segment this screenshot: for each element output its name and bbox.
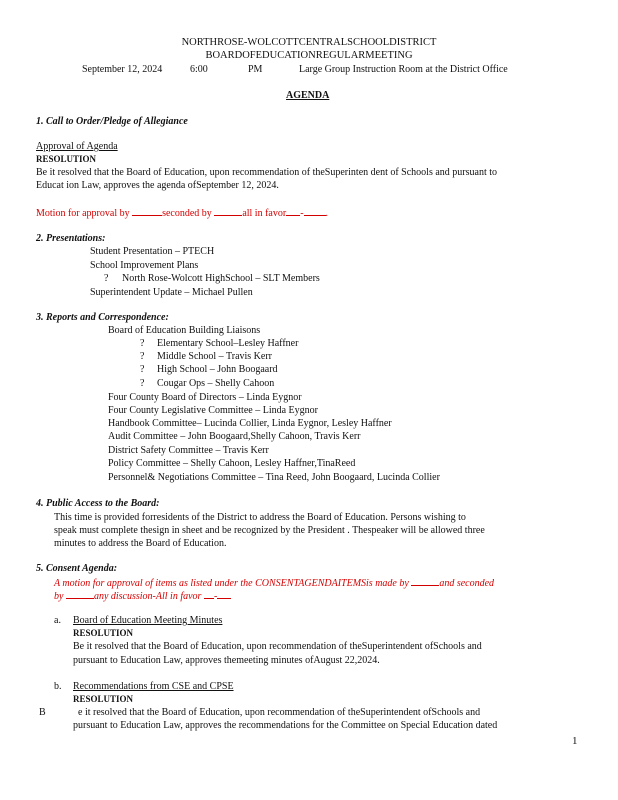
presentation-sub-item: North Rose-Wolcott HighSchool – SLT Members <box>122 273 320 284</box>
section-2-heading: 2. Presentations: <box>36 233 106 244</box>
presentation-item: School Improvement Plans <box>90 260 199 271</box>
report-item: Board of Education Building Liaisons <box>108 325 261 336</box>
minutes-resolution-line: Be it resolved that the Board of Education, upon recommendation of theSuperintendent ofSchools and <box>73 641 482 652</box>
district-name: NORTHROSE-WOLCOTTCENTRALSCHOOLDISTRICT <box>181 37 437 48</box>
favor-blank[interactable] <box>304 206 326 216</box>
board-minutes-heading: Board of Education Meeting Minutes <box>73 615 223 626</box>
motion-label: Motion for approval by <box>36 208 130 219</box>
liaison-item: Middle School – Travis Kerr <box>157 351 272 362</box>
item-b-label: b. <box>54 681 62 692</box>
resolution-label: RESOLUTION <box>36 154 97 164</box>
cse-resolution-line: e it resolved that the Board of Education, upon recommendation of theSuperintendent ofSchools and <box>78 707 481 718</box>
sub-bullet-icon: ? <box>140 338 145 349</box>
consent-motion-line <box>54 576 494 589</box>
motion-by-blank[interactable] <box>411 576 439 586</box>
public-access-text-line: This time is provided forresidents of the District to address the Board of Education. Persons wishing to <box>54 512 466 523</box>
favor-blank[interactable] <box>217 589 231 599</box>
seconded-label: seconded by <box>162 208 212 219</box>
report-item: Four County Board of Directors – Linda Eygnor <box>108 392 302 403</box>
approval-of-agenda-heading: Approval of Agenda <box>36 141 118 152</box>
motion-period: . <box>325 208 329 219</box>
resolution-drop-cap: B <box>39 707 46 718</box>
section-4-heading: 4. Public Access to the Board: <box>36 498 160 509</box>
report-item: District Safety Committee – Travis Kerr <box>108 445 269 456</box>
page-number: 1 <box>572 735 578 747</box>
presentation-item: Student Presentation – PTECH <box>90 246 215 257</box>
consent-by-text: by <box>54 591 64 602</box>
liaison-item: Elementary School–Lesley Haffner <box>157 338 299 349</box>
public-access-text-line: speak must complete thesign in sheet and be recognized by the President . Thespeaker will be allowed three <box>54 525 485 536</box>
favor-blank[interactable] <box>204 589 214 599</box>
report-item: Personnel& Negotiations Committee – Tina Reed, John Boogaard, Lucinda Collier <box>108 472 440 483</box>
motion-blank[interactable] <box>132 206 162 216</box>
cse-resolution-line: pursuant to Education Law, approves the recommendations for the Committee on Special Education dated <box>73 720 498 731</box>
meeting-date: September 12, 2024 <box>82 64 163 75</box>
favor-dash: - <box>300 208 304 219</box>
consent-seconded-text: and seconded <box>439 578 495 589</box>
meeting-type: BOARDOFEDUCATIONREGULARMEETING <box>205 50 413 61</box>
sub-bullet-icon: ? <box>104 273 109 284</box>
liaison-item: High School – John Boogaard <box>157 364 278 375</box>
seconded-blank[interactable] <box>214 206 242 216</box>
cse-recommendations-heading: Recommendations from CSE and CPSE <box>73 681 234 692</box>
meeting-location: Large Group Instruction Room at the District Office <box>299 64 508 75</box>
section-3-heading: 3. Reports and Correspondence: <box>36 312 169 323</box>
report-item: Four County Legislative Committee – Linda Eygnor <box>108 405 318 416</box>
public-access-text-line: minutes to address the Board of Education. <box>54 538 227 549</box>
section-5-heading: 5. Consent Agenda: <box>36 563 118 574</box>
favor-label: all in favor <box>242 208 287 219</box>
report-item: Audit Committee – John Boogaard,Shelly Cahoon, Travis Kerr <box>108 431 361 442</box>
consent-motion-line <box>54 589 231 602</box>
motion-line <box>36 206 328 219</box>
meeting-time: 6:00 <box>190 64 208 75</box>
liaison-item: Cougar Ops – Shelly Cahoon <box>157 378 275 389</box>
presentation-item: Superintendent Update – Michael Pullen <box>90 287 253 298</box>
report-item: Policy Committee – Shelly Cahoon, Lesley Haffner,TinaReed <box>108 458 356 469</box>
resolution-label: RESOLUTION <box>73 628 134 638</box>
resolution-text-line: Be it resolved that the Board of Education, upon recommendation of theSuperinten dent of Schools and pursuant to <box>36 167 498 178</box>
section-1-heading: 1. Call to Order/Pledge of Allegiance <box>36 116 188 127</box>
consent-favor-text: any discussion-All in favor <box>93 591 202 602</box>
resolution-text-line: Educat ion Law, approves the agenda ofSeptember 12, 2024. <box>36 180 279 191</box>
consent-motion-text: A motion for approval of items as listed under the CONSENTAGENDAITEMSis made by <box>54 578 409 589</box>
report-item: Handbook Committee– Lucinda Collier, Linda Eygnor, Lesley Haffner <box>108 418 392 429</box>
seconded-by-blank[interactable] <box>66 589 94 599</box>
minutes-resolution-line: pursuant to Education Law, approves themeeting minutes ofAugust 22,2024. <box>73 655 380 666</box>
sub-bullet-icon: ? <box>140 351 145 362</box>
sub-bullet-icon: ? <box>140 378 145 389</box>
item-a-label: a. <box>54 615 61 626</box>
agenda-title: AGENDA <box>286 90 330 101</box>
meeting-ampm: PM <box>248 64 263 75</box>
sub-bullet-icon: ? <box>140 364 145 375</box>
consent-favor-dash: - <box>213 591 218 602</box>
favor-blank[interactable] <box>286 206 300 216</box>
resolution-label: RESOLUTION <box>73 694 134 704</box>
